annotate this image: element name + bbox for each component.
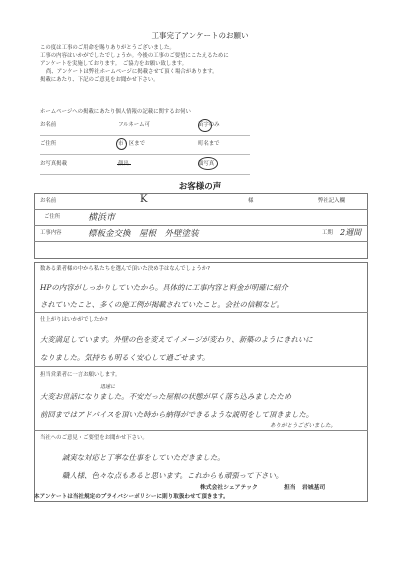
divider [34, 225, 368, 226]
question-4: 当社へのご意見・ご要望をお聞かせ下さい。 [40, 435, 148, 441]
survey-title: 工事完了アンケートのお願い [151, 31, 249, 40]
divider [34, 241, 368, 242]
question-1: 数ある業者様の中から私たちを選んで頂いた決め手はなんでしょうか? [40, 266, 210, 272]
intro-line: 尚、アンケートは弊社ホームページに掲載させて頂く場合があります。 [46, 69, 218, 75]
customer-address: 横浜市 [88, 213, 116, 223]
voice-title: お客様の声 [178, 182, 222, 192]
divider [34, 209, 368, 210]
work-period: 2週間 [340, 228, 362, 237]
option-face[interactable]: 顔出 [118, 161, 129, 167]
option-city-ward[interactable]: 市・区まで [118, 141, 145, 147]
answer-1-line2: されていたこと、多くの施工例が掲載されていたこと。会社の信頼など。 [40, 300, 284, 309]
option-town[interactable]: 町名まで [198, 141, 220, 147]
option-fullname[interactable]: フルネーム可 [118, 122, 150, 128]
option-surname-only[interactable]: 苗字のみ [198, 122, 220, 128]
divider [34, 366, 368, 367]
work-content: 標板金交換 屋根 外壁塗装 [88, 229, 199, 239]
answer-3-note: ありがとうございました。 [270, 423, 337, 429]
publish-photo-label: お写真掲載 [40, 161, 67, 167]
selection-circle [116, 138, 127, 150]
address-label: ご住所 [44, 214, 61, 220]
intro-line: 工事の内容はいかがでしたでしょうか。今後の工事のご要望にこたえるために [40, 53, 229, 59]
option-face-photo[interactable]: 顔写真 [198, 161, 215, 167]
intro-line: アンケートを実施しております。 ご協力をお願い致します。 [40, 61, 188, 67]
privacy-note: 本アンケートは当社規定のプライバシーポリシーに則り取扱わせて頂きます。 [34, 494, 229, 500]
work-label: 工事内容 [40, 230, 62, 236]
publish-address-label: ご住所 [40, 141, 57, 147]
answer-2-line2: なりました。気持ちも明るく安心して過ごせます。 [40, 353, 210, 362]
divider [40, 154, 250, 155]
selection-circle [198, 119, 212, 132]
staff-label: 担当 [284, 485, 296, 491]
strike-mark [117, 164, 131, 165]
answer-4-line1: 誠実な対応と丁寧な仕事をしていただきました。 [62, 453, 225, 462]
question-2: 仕上がりはいかがでしたか? [40, 317, 108, 323]
answer-3-line2: 前回まではアドバイスを頂いた時から納得ができるような説明をして頂きました。 [40, 410, 314, 419]
divider [34, 312, 368, 313]
questions-box [34, 262, 368, 502]
divider [34, 430, 368, 431]
customer-name: K [140, 194, 148, 205]
staff-name: 岩城基司 [302, 485, 326, 491]
publish-heading: ホームページへの掲載にあたり個人情報の記載に関するお伺い [40, 109, 191, 115]
intro-line: 掲載にあたり、下記のご意見をお聞かせ下さい。 [40, 77, 159, 83]
company-use-label: 弊社記入欄 [318, 198, 345, 204]
question-3: 担当営業者に一言お願いします。 [40, 372, 121, 378]
company-name: 株式会社シェアテック [200, 485, 258, 491]
period-label: 工期 [322, 230, 333, 236]
divider [40, 174, 250, 175]
answer-1-line1: HPの内容がしっかりしていたから。具体的に工事内容と料金が明確に紹介 [40, 283, 288, 292]
intro-line: この度は工事のご用命を賜りありがとうございました。 [40, 45, 175, 51]
selection-circle [198, 157, 218, 170]
answer-2-line1: 大変満足しています。外壁の色を変えてイメージが変わり、新築のようにきれいに [40, 335, 313, 344]
intro-text [40, 44, 229, 84]
divider [40, 135, 250, 136]
publish-name-label: お名前 [40, 122, 57, 128]
answer-4-line2: 職人様、色々な点もあると思います。これからも頑張って下さい。 [62, 471, 284, 480]
answer-3-insert: 迅速に [100, 384, 116, 390]
answer-3-line1: 大変お世話になりました。不安だった屋根の状態が早く落ち込みましたため [40, 392, 292, 401]
sama-label: 様 [248, 198, 254, 204]
name-label: お名前 [40, 198, 57, 204]
